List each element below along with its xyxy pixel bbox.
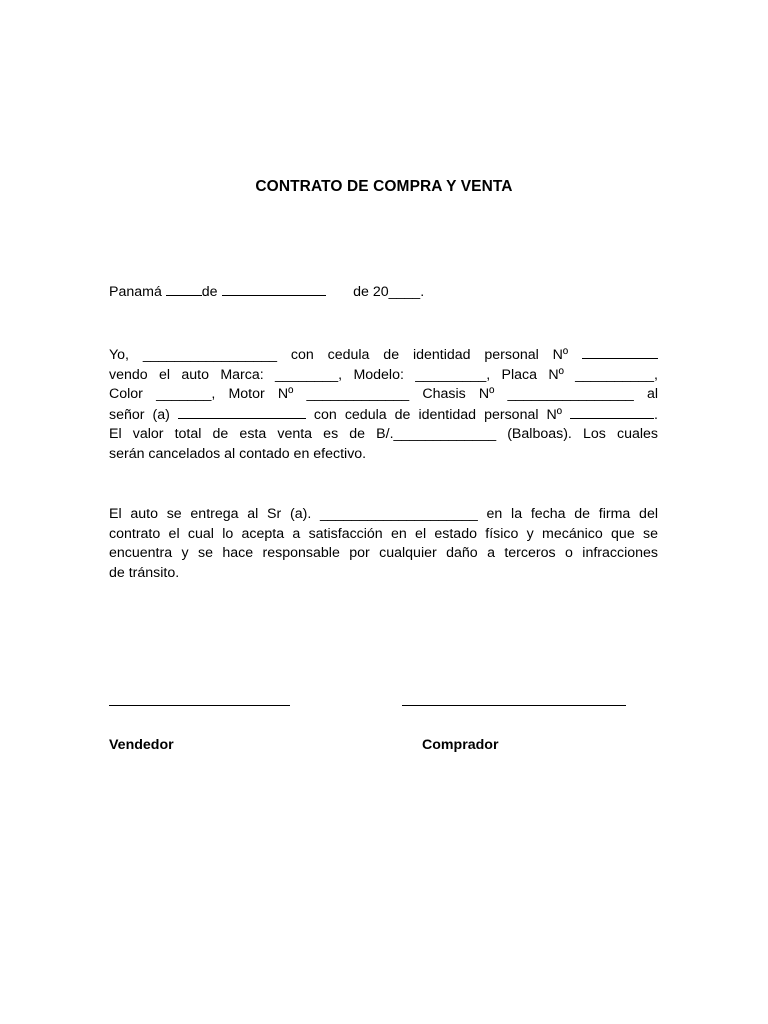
delivery-paragraph bbox=[109, 505, 658, 583]
year-label: de 20____. bbox=[353, 284, 425, 300]
buyer-id-blank[interactable] bbox=[570, 405, 654, 419]
para2-line-3: encuentra y se hace responsable por cualquier daño a terceros o infracciones bbox=[109, 545, 658, 561]
para1-line-1 bbox=[109, 345, 658, 366]
buyer-label: Comprador bbox=[422, 737, 499, 753]
seller-id-label: con cedula de identidad personal Nº bbox=[290, 347, 569, 363]
para1-line-2: vendo el auto Marca: ________, Modelo: _________, Placa Nº __________, bbox=[109, 366, 658, 383]
para1-line-3: Color _______, Motor Nº _____________ Chasis Nº ________________ al bbox=[109, 386, 658, 402]
month-blank[interactable] bbox=[222, 282, 326, 296]
para1-line-5: El valor total de esta venta es de B/._____________ (Balboas). Los cuales bbox=[109, 426, 658, 442]
para2-line-1: El auto se entrega al Sr (a). ____________________ en la fecha de firma del bbox=[109, 506, 658, 522]
senor-label: señor (a) bbox=[109, 406, 170, 423]
day-blank[interactable] bbox=[166, 282, 202, 296]
buyer-name-blank[interactable] bbox=[178, 405, 306, 419]
buyer-id-label: con cedula de identidad personal Nº bbox=[313, 406, 562, 423]
de-label-1: de bbox=[201, 284, 218, 300]
para1-line-4 bbox=[109, 405, 658, 426]
seller-paragraph bbox=[109, 345, 658, 464]
para1-line-6: serán cancelados al contado en efectivo. bbox=[109, 445, 367, 462]
document-title: CONTRATO DE COMPRA Y VENTA bbox=[255, 178, 513, 195]
seller-label: Vendedor bbox=[109, 737, 174, 753]
date-line bbox=[109, 282, 424, 303]
seller-id-blank[interactable] bbox=[582, 345, 658, 359]
buyer-signature-line[interactable] bbox=[402, 705, 626, 706]
seller-signature-line[interactable] bbox=[109, 705, 290, 706]
city-label: Panamá bbox=[109, 284, 162, 300]
para2-line-4: de tránsito. bbox=[109, 564, 180, 581]
seller-name-blank[interactable]: _________________ bbox=[142, 347, 278, 363]
para2-line-2: contrato el cual lo acepta a satisfacción en el estado físico y mecánico que se bbox=[109, 525, 658, 542]
period: . bbox=[654, 406, 658, 423]
yo-label: Yo, bbox=[109, 347, 129, 363]
